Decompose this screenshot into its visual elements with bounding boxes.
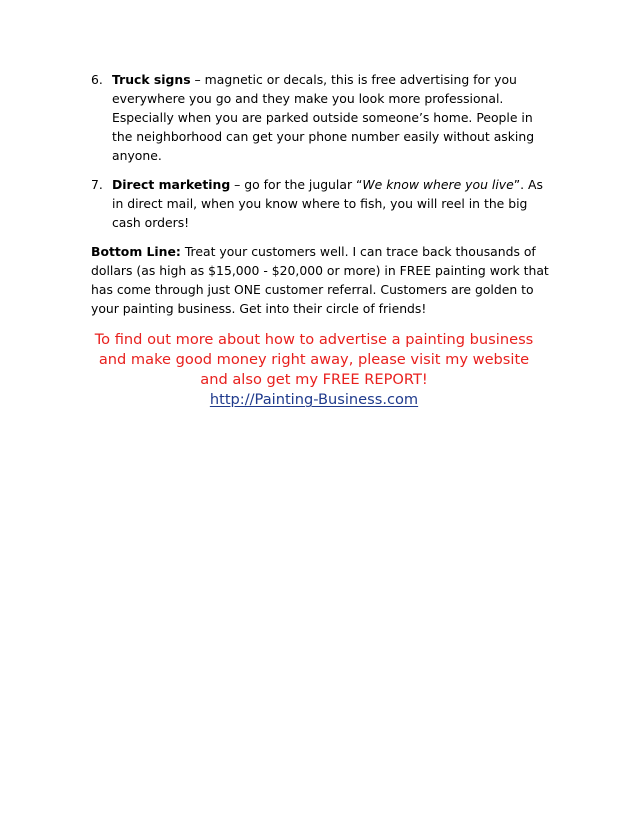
list-item-truck-signs	[91, 70, 551, 165]
bottom-line-text: Treat your customers well. I can trace back thousands of dollars (as high as $15,000 - $20,000 or more) in FREE painting work that has come through just ONE customer referral. Customers are golden to your painting business. Get into their circle of friends!	[91, 244, 549, 316]
list-item-number: 6.	[91, 72, 103, 87]
website-link[interactable]: http://Painting-Business.com	[209, 391, 419, 409]
document-page	[91, 70, 551, 410]
list-item-direct-marketing	[91, 175, 551, 232]
list-item-title: Truck signs	[112, 72, 191, 87]
list-item-text-before: – go for the jugular “	[230, 177, 363, 192]
list-item-number: 7.	[91, 177, 103, 192]
cta-text: To find out more about how to advertise a painting business and make good money right away, please visit my website and also get my FREE REPORT!	[94, 331, 534, 389]
list-item-text: – magnetic or decals, this is free advertising for you everywhere you go and they make you look more professional. Especially when you are parked outside someone’s home. People in the neighborhood can get your phone number easily without asking anyone.	[112, 72, 535, 163]
list-item-emphasis: We know where you live	[362, 177, 514, 192]
list-item-title: Direct marketing	[112, 177, 231, 192]
call-to-action	[91, 330, 537, 410]
list-item-text-after: ”. As in direct mail, when you know where to fish, you will reel in the big cash orders!	[112, 177, 543, 230]
bottom-line-paragraph	[91, 242, 551, 318]
bottom-line-label: Bottom Line:	[91, 244, 181, 259]
